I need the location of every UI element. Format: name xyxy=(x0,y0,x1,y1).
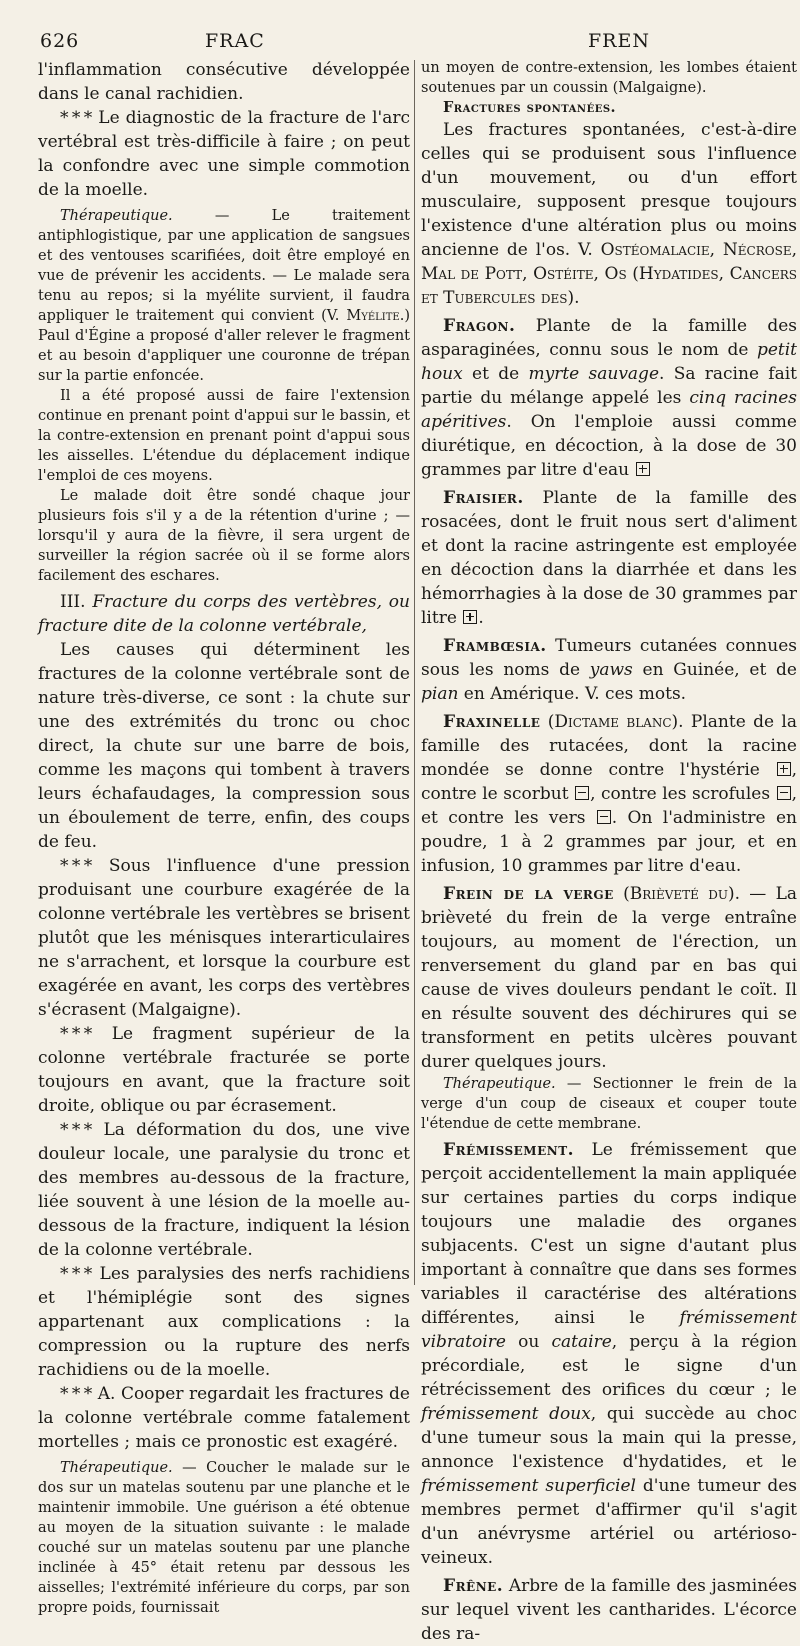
entry-fraisier: Fraisier. Plante de la famille des rosacées, dont le fruit nous sert d'aliment et dont la racine astringente est employée en décoction dans la diarrhée et dans les hémorrhagies à la dose de 30 grammes par litre . xyxy=(421,488,797,628)
left-column xyxy=(38,58,410,1618)
therapeutics-paragraph: Thérapeutique. — Sectionner le frein de la verge d'un coup de ciseaux et couper toute l'étendue de cette membrane. xyxy=(421,1076,797,1132)
therapeutics-paragraph: Thérapeutique. — Coucher le malade sur le dos sur un matelas soutenu par une planche et le maintenir immobile. Une guérison a été obtenue au moyen de la situation suivante : le malade couché sur un matelas soutenu par une planche inclinée à 45° était retenu par dessous les aisselles; l'extrémité inférieure du corps, par son propre poids, fournissait xyxy=(38,1460,410,1616)
therapeutics-paragraph: Thérapeutique. — Le traitement antiphlogistique, par une application de sangsues et des ventouses scarifiées, doit être employé en vue de prévenir les accidents. — Le malade sera tenu au repos; si la myélite survient, il faudra appliquer le traitement qui convient (V. Myélite.) Paul d'Égine a proposé d'aller relever le fragment et au besoin d'appliquer une couronne de trépan sur la partie enfoncée. xyxy=(38,208,410,384)
entry-frein: Frein de la verge (Brièveté du). — La brièveté du frein de la verge entraîne toujours, au moment de l'érection, un renversement du gland par en bas qui cause de vives douleurs pendant le coït. Il en résulte souvent des déchirures qui se transforment en petits ulcères pouvant durer quelques jours. xyxy=(421,884,797,1072)
plus-box-icon xyxy=(463,610,477,624)
subheading: Fractures spontanées. xyxy=(443,99,617,116)
paragraph: Le malade doit être sondé chaque jour plusieurs fois s'il y a de la rétention d'urine ; — lorsqu'il y aura de la fièvre, il sera urgent de surveiller la région sacrée où il se forme alors facilement des eschares. xyxy=(38,488,410,584)
cross-reference: Ostéomalacie, Nécrose, Mal de Pott, Ostéite, Os (Hydatides, Cancers et Tubercules des). xyxy=(421,240,797,308)
entry-fraxinelle: Fraxinelle (Dictame blanc). Plante de la famille des rutacées, dont la racine mondée se donne contre l'hystérie , contre le scorbut , contre les scrofules , et contre les vers . On l'administre en poudre, 1 à 2 grammes par jour, et en infusion, 10 grammes par litre d'eau. xyxy=(421,712,797,876)
paragraph: * * * Les paralysies des nerfs rachidiens et l'hémiplégie sont des signes appartenant aux complications : la compression ou la rupture des nerfs rachidiens ou de la moelle. xyxy=(38,1264,410,1380)
header-right-word: FREN xyxy=(588,30,650,52)
right-column xyxy=(421,58,797,1646)
paragraph: * * * Le fragment supérieur de la colonne vertébrale fracturée se porte toujours en avant, que la fracture soit droite, oblique ou par écrasement. xyxy=(38,1024,410,1116)
plus-box-icon xyxy=(777,762,791,776)
section-heading: III. Fracture du corps des vertèbres, ou fracture dite de la colonne vertébrale, xyxy=(38,592,410,636)
cross-reference: Myélite xyxy=(346,308,400,324)
minus-box-icon xyxy=(575,786,589,800)
paragraph: * * * La déformation du dos, une vive douleur locale, une paralysie du tronc et des membres au-dessous de la fracture, liée souvent à une lésion de la moelle au-dessous de la fracture, indiquent la lésion de la colonne vertébrale. xyxy=(38,1120,410,1260)
entry-frene: Frêne. Arbre de la famille des jasminées sur lequel vivent les cantharides. L'écorce des ra- xyxy=(421,1576,797,1644)
plus-box-icon xyxy=(636,462,650,476)
page-number: 626 xyxy=(40,30,80,52)
minus-box-icon xyxy=(777,786,791,800)
running-header xyxy=(0,30,800,56)
paragraph: l'inflammation consécutive développée dans le canal rachidien. xyxy=(38,60,410,104)
entry-fremissement: Frémissement. Le frémissement que perçoit accidentellement la main appliquée sur certaines parties du corps indique toujours une maladie des organes subjacents. C'est un signe d'autant plus important à connaître que dans ses formes variables il caractérise des altérations différentes, ainsi le frémissement vibratoire ou cataire, perçu à la région précordiale, est le signe d'un rétrécissement des orifices du cœur ; le frémissement doux, qui succède au choc d'une tumeur sous la main qui la presse, annonce l'existence d'hydatides, et le frémissement superficiel d'une tumeur des membres permet d'affirmer qu'il s'agit d'un anévrysme artériel ou artérioso-veineux. xyxy=(421,1140,797,1568)
paragraph: Les causes qui déterminent les fractures de la colonne vertébrale sont de nature très-diverse, ce sont : la chute sur une des extrémités du tronc ou choc direct, la chute sur une barre de bois, comme les maçons qui tombent à travers leurs échafaudages, la compression sous un éboulement de terre, enfin, des coups de feu. xyxy=(38,640,410,852)
minus-box-icon xyxy=(597,810,611,824)
paragraph: un moyen de contre-extension, les lombes étaient soutenues par un coussin (Malgaigne). xyxy=(421,60,797,96)
paragraph: * * * Le diagnostic de la fracture de l'arc vertébral est très-difficile à faire ; on peut la confondre avec une simple commotion de la moelle. xyxy=(38,108,410,200)
entry-framboesia: Frambœsia. Tumeurs cutanées connues sous les noms de yaws en Guinée, et de pian en Amérique. V. ces mots. xyxy=(421,636,797,704)
paragraph: * * * Sous l'influence d'une pression produisant une courbure exagérée de la colonne vertébrale les vertèbres se brisent plutôt que les ménisques interarticulaires ne s'arrachent, et lorsque la courbure est exagérée en avant, les corps des vertèbres s'écrasent (Malgaigne). xyxy=(38,856,410,1020)
paragraph: * * * A. Cooper regardait les fractures de la colonne vertébrale comme fatalement mortelles ; mais ce pronostic est exagéré. xyxy=(38,1384,410,1452)
paragraph: Les fractures spontanées, c'est-à-dire celles qui se produisent sous l'influence d'un mouvement, ou d'un effort musculaire, supposent presque toujours l'existence d'une altération plus ou moins ancienne de l'os. V. Ostéomalacie, Nécrose, Mal de Pott, Ostéite, Os (Hydatides, Cancers et Tubercules des). xyxy=(421,120,797,308)
entry-fragon: Fragon. Plante de la famille des asparaginées, connu sous le nom de petit houx et de myrte sauvage. Sa racine fait partie du mélange appelé les cinq racines apéritives. On l'emploie aussi comme diurétique, en décoction, à la dose de 30 grammes par litre d'eau xyxy=(421,316,797,480)
header-left-word: FRAC xyxy=(205,30,265,52)
paragraph: Il a été proposé aussi de faire l'extension continue en prenant point d'appui sur le bassin, et la contre-extension en prenant point d'appui sous les aisselles. L'étendue du déplacement indique l'emploi de ces moyens. xyxy=(38,388,410,484)
column-divider xyxy=(414,60,415,1285)
